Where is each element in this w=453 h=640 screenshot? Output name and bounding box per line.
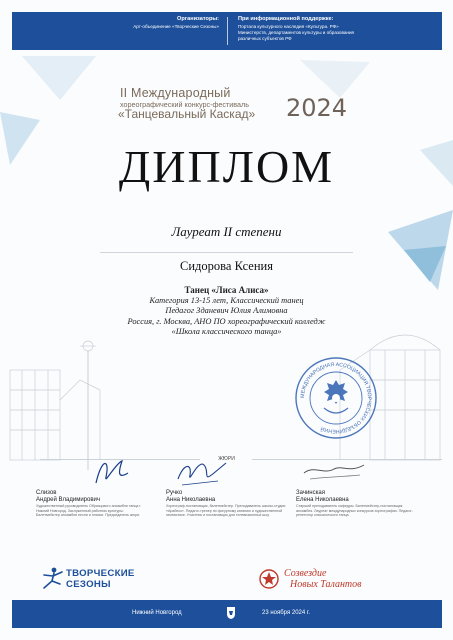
jury-member-3 — [296, 490, 416, 517]
jury-member-name: Анна Николаевна — [166, 496, 216, 503]
logo-left-line2: СЕЗОНЫ — [66, 579, 111, 590]
signature-3 — [300, 455, 370, 485]
diploma-heading: ДИПЛОМ — [118, 141, 335, 192]
divider-rule — [100, 252, 353, 253]
logo-right-line1: Созвездие — [284, 568, 327, 579]
support-heading: При информационной поддержке: — [238, 16, 334, 22]
support-block — [238, 16, 428, 42]
support-line-2: Министерств, департаментов культуры и образования — [238, 30, 354, 35]
tvorcheskie-sezony-logo — [40, 566, 135, 595]
footer-date: 23 ноября 2024 г. — [262, 610, 310, 616]
support-line-3: различных субъектов РФ — [238, 36, 292, 41]
competition-title-line1: II Международный — [120, 86, 231, 100]
footer-city: Нижний Новгород — [132, 610, 182, 616]
jury-member-description: Художественный руководитель Образцового ансамбля танца г. Нижний Новгород. Заслуженный работник культуры. Балетмейстер ансамбля песни и пляски. Председатель жюри. — [36, 504, 142, 517]
category: Категория 13-15 лет, Классический танец — [149, 295, 304, 305]
header-divider — [227, 17, 228, 45]
jury-heading: ЖЮРИ — [218, 456, 235, 462]
competition-title-line2: хореографический конкурс-фестиваль — [120, 100, 249, 109]
jury-member-2 — [166, 490, 286, 517]
teacher: Педагог Зданевич Юлия Алимовна — [165, 306, 288, 316]
logo-left-line1: ТВОРЧЕСКИЕ — [66, 568, 135, 579]
competition-title-line3: «Танцевальный Каскад» — [118, 107, 256, 121]
organizers-text: Арт-объединение «Творческие Сезоны» — [133, 24, 219, 29]
logo-right-line2: Новых Талантов — [290, 579, 362, 590]
school-line-1: Россия, г. Москва, АНО ПО хореографический колледж — [127, 316, 326, 326]
signature-2 — [172, 455, 232, 489]
official-seal — [294, 356, 378, 440]
award-title: Лауреат II степени — [171, 224, 282, 239]
star-emblem-icon — [258, 568, 280, 590]
footer-band — [12, 600, 442, 628]
seal-text: МЕЖДУНАРОДНАЯ АССОЦИАЦИЯ ТВОРЧЕСКИХ ОБЪЕДИНЕНИЙ — [299, 361, 373, 435]
jury-member-1 — [36, 490, 146, 517]
jury-member-name: Елена Николаевна — [296, 496, 349, 503]
participant-name: Сидорова Ксения — [180, 259, 273, 273]
jury-member-description: Старший преподаватель кафедры. Балетмейстер-постановщик ансамбля. Лауреат международных конкурсов хореографии. Педагог-репетитор классического танца. — [296, 504, 413, 517]
jury-member-description: Хореограф-постановщик, балетмейстер. Преподаватель школы-студии «Арабеск». Педагог-тренер по фигурному катанию и художественной гимнастике. Участник и постановщик для телевизионных шоу. — [166, 504, 286, 517]
jury-member-name: Андрей Владимирович — [36, 496, 101, 503]
sozvezdie-logo — [258, 568, 362, 595]
dance-title: Танец «Лиса Алиса» — [184, 285, 269, 295]
jury-member-surname: Зачинская — [296, 490, 325, 496]
signature-1 — [88, 455, 138, 487]
competition-year: 2024 — [286, 94, 348, 122]
jury-member-surname: Ручко — [166, 490, 183, 496]
school-line-2: «Школа классического танца» — [171, 327, 282, 337]
support-line-1: Портала культурного наследия «Культура. РФ» — [238, 24, 339, 29]
header-band — [12, 12, 442, 50]
city-crest-icon — [226, 606, 236, 620]
organizers-block — [69, 16, 219, 30]
organizers-heading: Организаторы: — [177, 16, 219, 22]
dancer-icon — [40, 566, 64, 590]
jury-member-surname: Слизов — [36, 490, 57, 496]
